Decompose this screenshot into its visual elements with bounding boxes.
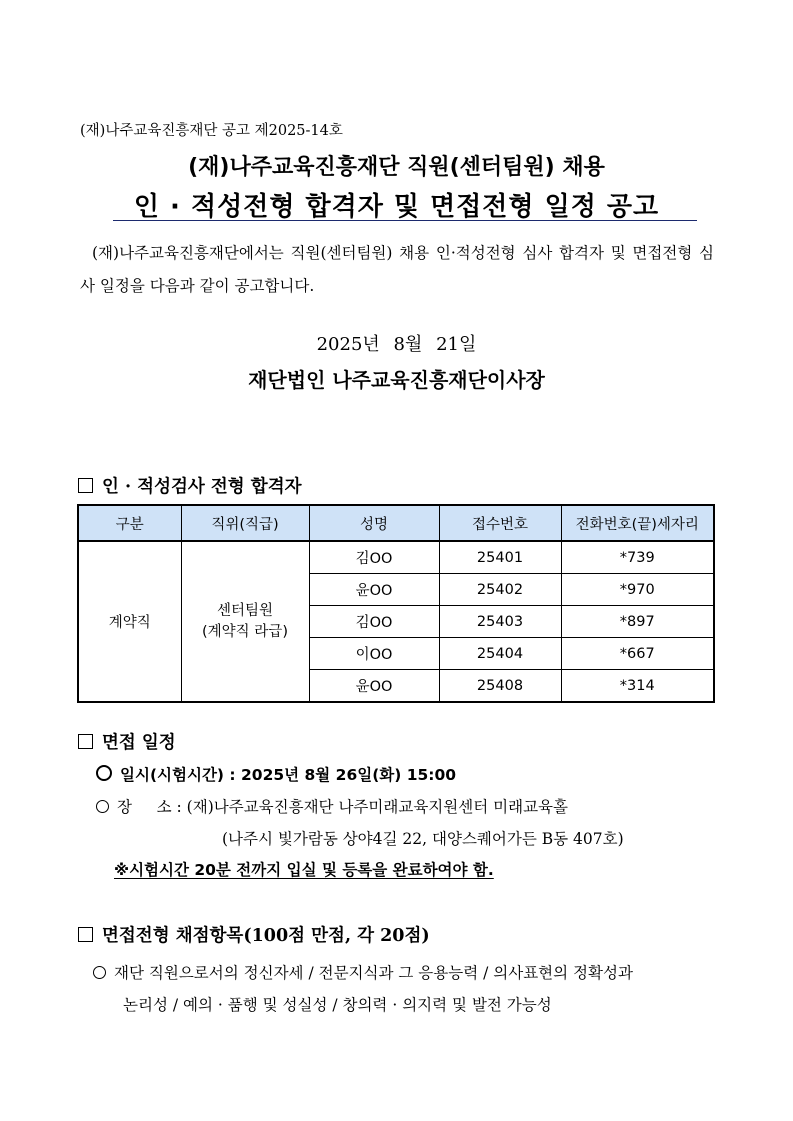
name-cell: 윤OO — [309, 574, 439, 606]
position-cell — [181, 541, 309, 702]
phone-cell: *897 — [561, 606, 714, 638]
phone-cell: *970 — [561, 574, 714, 606]
notice-date: 2025년 8월 21일 — [316, 334, 477, 355]
checkbox-square-icon — [78, 478, 93, 493]
phone-cell: *739 — [561, 541, 714, 574]
interview-place-line — [96, 795, 568, 817]
name-cell: 김OO — [309, 541, 439, 574]
organization-name: 재단법인 나주교육진흥재단이사장 — [248, 368, 545, 392]
checkbox-square-icon — [78, 927, 93, 942]
eval-line1 — [93, 957, 723, 989]
phone-cell: *667 — [561, 638, 714, 670]
page-title-line2: 인 · 적성전형 합격자 및 면접전형 일정 공고 — [133, 192, 660, 222]
section-eval-heading — [78, 922, 430, 947]
interview-datetime: 일시(시험시간) : 2025년 8월 26일(화) 15:00 — [120, 766, 457, 784]
header-position: 직위(직급) — [181, 505, 309, 541]
header-name: 성명 — [309, 505, 439, 541]
section-pass-title: 인 · 적성검사 전형 합격자 — [102, 477, 302, 497]
interview-datetime-line — [96, 763, 456, 785]
header-phone-last3: 전화번호(끝)세자리 — [561, 505, 714, 541]
notice-number: (재)나주교육진흥재단 공고 제2025-14호 — [80, 123, 343, 139]
page-title-line1: (재)나주교육진흥재단 직원(센터팀원) 채용 — [188, 155, 605, 180]
interview-note: ※시험시간 20분 전까지 입실 및 등록을 완료하여야 함. — [114, 861, 494, 879]
receipt-cell: 25408 — [439, 670, 561, 703]
section-eval-title: 면접전형 채점항목(100점 만점, 각 20점) — [102, 926, 430, 946]
position-line2: (계약직 라급) — [202, 623, 288, 640]
interview-address: (나주시 빛가람동 상야4길 22, 대양스퀘어가든 B동 407호) — [222, 830, 624, 848]
table-header-row — [78, 505, 714, 541]
circle-bullet-icon — [96, 765, 112, 781]
position-line1: 센터팀원 — [216, 602, 274, 619]
phone-cell: *314 — [561, 670, 714, 703]
checkbox-square-icon — [78, 734, 93, 749]
category-cell: 계약직 — [78, 541, 181, 702]
header-receipt-number: 접수번호 — [439, 505, 561, 541]
receipt-cell: 25401 — [439, 541, 561, 574]
section-interview-heading — [78, 729, 176, 754]
eval-line2: 논리성 / 예의 · 품행 및 성실성 / 창의력 · 의지력 및 발전 가능성 — [123, 996, 552, 1014]
name-cell: 김OO — [309, 606, 439, 638]
eval-items — [93, 957, 723, 1021]
circle-bullet-icon — [93, 966, 106, 979]
name-cell: 이OO — [309, 638, 439, 670]
interview-place: : (재)나주교육진흥재단 나주미래교육지원센터 미래교육홀 — [176, 798, 568, 816]
header-category: 구분 — [78, 505, 181, 541]
title-underline — [113, 220, 697, 221]
section-interview-title: 면접 일정 — [102, 733, 176, 753]
receipt-cell: 25404 — [439, 638, 561, 670]
receipt-cell: 25402 — [439, 574, 561, 606]
eval-text1: 재단 직원으로서의 정신자세 / 전문지식과 그 응용능력 / 의사표현의 정확성과 — [114, 964, 633, 982]
section-pass-heading — [78, 473, 302, 498]
name-cell: 윤OO — [309, 670, 439, 703]
circle-bullet-icon — [96, 800, 109, 813]
place-label: 장 소 — [117, 798, 172, 816]
table-row — [78, 541, 714, 574]
intro-paragraph: (재)나주교육진흥재단에서는 직원(센터팀원) 채용 인·적성전형 심사 합격자 및 면접전형 심사 일정을 다음과 같이 공고합니다. — [80, 244, 714, 295]
receipt-cell: 25403 — [439, 606, 561, 638]
pass-results-table — [77, 504, 715, 703]
